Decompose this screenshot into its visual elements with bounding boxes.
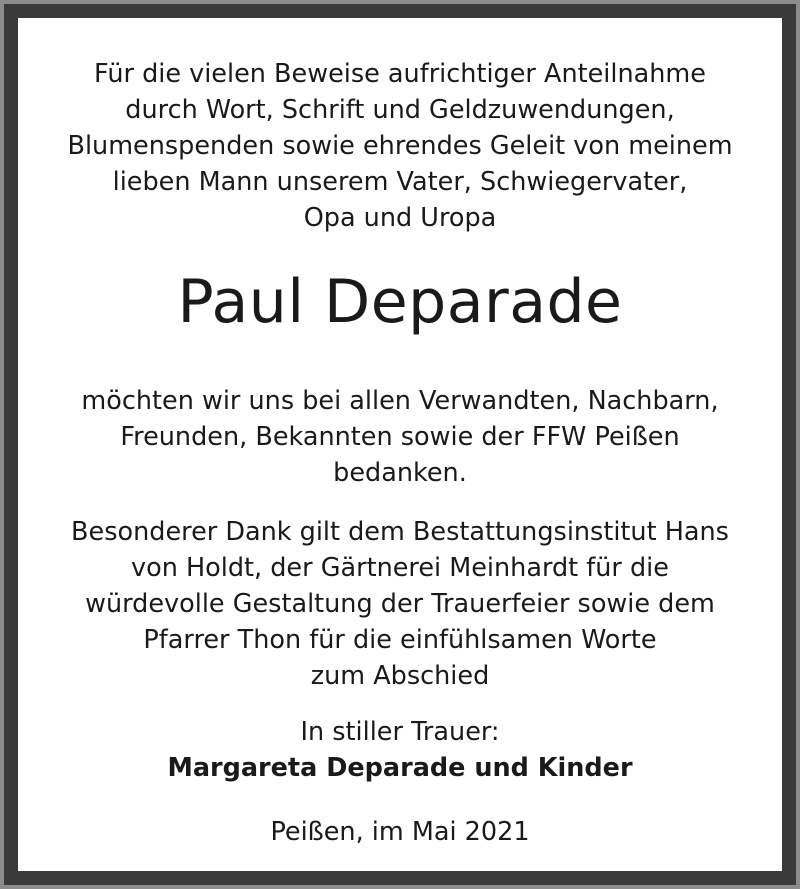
place-date: Peißen, im Mai 2021 [270,817,530,847]
thanks-paragraph [18,383,782,491]
thanks-line: bedanken. [333,458,467,488]
family-signature: Margareta Deparade und Kinder [167,753,633,783]
thanks-line: Freunden, Bekannten sowie der FFW Peißen [120,422,680,452]
special-thanks-line: Pfarrer Thon für die einfühlsamen Worte [143,625,657,655]
intro-line: lieben Mann unserem Vater, Schwiegervater, [112,167,688,197]
mourning-label: In stiller Trauer: [300,717,500,747]
special-thanks-line: von Holdt, der Gärtnerei Meinhardt für die [131,553,669,583]
special-thanks-line: zum Abschied [310,661,490,691]
thanks-line: möchten wir uns bei allen Verwandten, Nachbarn, [81,386,719,416]
intro-line: Für die vielen Beweise aufrichtiger Anteilnahme [94,59,706,89]
intro-line: Blumenspenden sowie ehrendes Geleit von meinem [67,131,733,161]
deceased-name: Paul Deparade [177,267,623,337]
special-thanks-line: Besonderer Dank gilt dem Bestattungsinstitut Hans [71,517,729,547]
intro-paragraph [18,56,782,236]
intro-line: durch Wort, Schrift und Geldzuwendungen, [125,95,675,125]
notice-border [4,4,796,885]
intro-line: Opa und Uropa [303,203,497,233]
special-thanks-paragraph [18,514,782,694]
notice-paper [18,18,782,871]
special-thanks-line: würdevolle Gestaltung der Trauerfeier sowie dem [85,589,715,619]
